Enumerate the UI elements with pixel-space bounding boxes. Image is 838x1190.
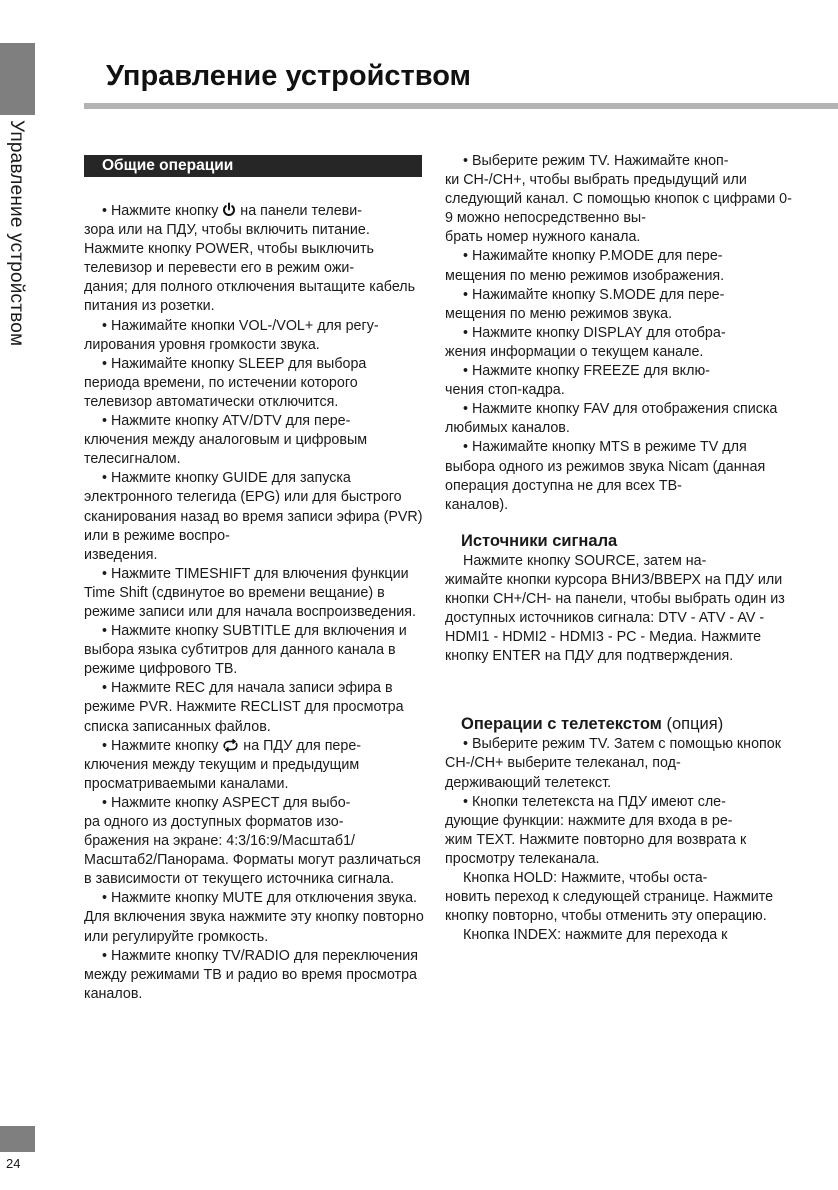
paragraph-tv-radio: • Нажмите кнопку TV/RADIO для переключения между режимами ТВ и радио во время просмотра каналов. bbox=[84, 947, 418, 1002]
spacer bbox=[445, 515, 793, 531]
page-title: Управление устройством bbox=[106, 60, 471, 92]
paragraph-guide: • Нажмите кнопку GUIDE для запуска электронного телегида (EPG) или для быстрого сканирования назад во время записи эфира (PVR) или в режиме воспро- изведения. bbox=[84, 470, 423, 563]
paragraph-recall bbox=[84, 737, 424, 794]
side-tab-block bbox=[0, 43, 35, 115]
recall-icon bbox=[222, 739, 239, 752]
paragraph-subtitle: • Нажмите кнопку SUBTITLE для включения и выбора языка субтитров для данного канала в режиме цифрового ТВ. bbox=[84, 623, 407, 678]
paragraph-power-rest: на панели телеви- зора или на ПДУ, чтобы включить питание. Нажмите кнопку POWER, чтобы выключить телевизор и перевести его в режим ожи- дания; для полного отключения вытащите кабель питания из розетки. bbox=[84, 203, 416, 315]
footer-tab-block bbox=[0, 1126, 35, 1152]
paragraph-sources: Нажмите кнопку SOURCE, затем на- жимайте кнопки курсора ВНИЗ/ВВЕРХ на ПДУ или кнопки CH+/CH- на панели, чтобы выбрать один из доступных источников сигнала: DTV - ATV - AV - HDMI1 - HDMI2 - HDMI3 - PC - Медиа. Нажмите кнопку ENTER на ПДУ для подтверждения. bbox=[445, 552, 785, 665]
section-heading-general: Общие операции bbox=[84, 155, 422, 177]
paragraph-pmode: • Нажимайте кнопку P.MODE для пере- мещения по меню режимов изображения. bbox=[445, 248, 725, 284]
power-icon bbox=[222, 202, 236, 217]
paragraph-atv-dtv: • Нажмите кнопку ATV/DTV для пере- ключения между аналоговым и цифровым телесигналом. bbox=[84, 413, 368, 468]
left-column bbox=[84, 202, 424, 1004]
title-rule bbox=[84, 103, 838, 109]
paragraph-display: • Нажмите кнопку DISPLAY для отобра- жения информации о текущем канале. bbox=[445, 324, 726, 360]
section-heading-teletext bbox=[445, 714, 793, 735]
paragraph-sleep: • Нажимайте кнопку SLEEP для выбора периода времени, по истечении которого телевизор автоматически отключится. bbox=[84, 355, 367, 410]
paragraph-teletext-hold: Кнопка HOLD: Нажмите, чтобы оста- новить переход к следующей странице. Нажмите кнопку повторно, чтобы отменить эту операцию. bbox=[445, 870, 774, 925]
paragraph-power-lead: • Нажмите кнопку bbox=[102, 203, 223, 219]
paragraph-teletext-index: Кнопка INDEX: нажмите для перехода к bbox=[463, 927, 728, 944]
paragraph-aspect: • Нажмите кнопку ASPECT для выбо- ра одного из доступных форматов изо- бражения на экране: 4:3/16:9/Масштаб1/ Масштаб2/Панорама. Форматы могут различаться в зависимости от текущего источника сигнала. bbox=[84, 794, 421, 888]
paragraph-recall-lead: • Нажмите кнопку bbox=[102, 737, 223, 754]
spacer bbox=[445, 666, 793, 714]
right-column bbox=[445, 152, 793, 945]
paragraph-mute: • Нажмите кнопку MUTE для отключения звука. Для включения звука нажмите эту кнопку повторно или регулируйте громкость. bbox=[84, 890, 424, 945]
paragraph-mts: • Нажимайте кнопку MTS в режиме TV для выбора одного из режимов звука Nicam (данная операция доступна не для всех ТВ- каналов). bbox=[445, 439, 766, 513]
teletext-option-note: (опция) bbox=[666, 715, 724, 734]
paragraph-smode: • Нажимайте кнопку S.MODE для пере- мещения по меню режимов звука. bbox=[445, 286, 725, 322]
paragraph-rec: • Нажмите REC для начала записи эфира в режиме PVR. Нажмите RECLIST для просмотра списка записанных файлов. bbox=[84, 680, 404, 735]
paragraph-channels: • Выберите режим TV. Нажимайте кноп- ки CH-/CH+, чтобы выбрать предыдущий или следующий канал. С помощью кнопок с цифрами 0-9 можно непосредственно вы- брать номер нужного канала. bbox=[445, 153, 792, 246]
teletext-title: Операции с телетекстом bbox=[461, 715, 662, 734]
paragraph-power bbox=[84, 202, 424, 317]
paragraph-teletext-select: • Выберите режим TV. Затем с помощью кнопок CH-/CH+ выберите телеканал, под- держивающий телетекст. bbox=[445, 736, 781, 791]
paragraph-fav: • Нажмите кнопку FAV для отображения списка любимых каналов. bbox=[445, 401, 778, 437]
side-label: Управление устройством bbox=[6, 120, 27, 347]
section-heading-sources: Источники сигнала bbox=[461, 531, 618, 550]
paragraph-recall-rest: на ПДУ для пере- ключения между текущим и предыдущим просматриваемыми каналами. bbox=[84, 737, 362, 792]
paragraph-timeshift: • Нажмите TIMESHIFT для влючения функции Time Shift (сдвинутое во времени вещание) в режиме записи или для начала воспроизведения. bbox=[84, 565, 416, 620]
paragraph-teletext-buttons: • Кнопки телетекста на ПДУ имеют сле- дующие функции: нажмите для входа в ре- жим TEXT. Нажмите повторно для возврата к просмотру телеканала. bbox=[445, 793, 747, 867]
paragraph-volume: • Нажимайте кнопки VOL-/VOL+ для регу- лирования уровня громкости звука. bbox=[84, 317, 379, 353]
paragraph-freeze: • Нажмите кнопку FREEZE для вклю- чения стоп-кадра. bbox=[445, 363, 710, 399]
page-number: 24 bbox=[6, 1156, 21, 1171]
